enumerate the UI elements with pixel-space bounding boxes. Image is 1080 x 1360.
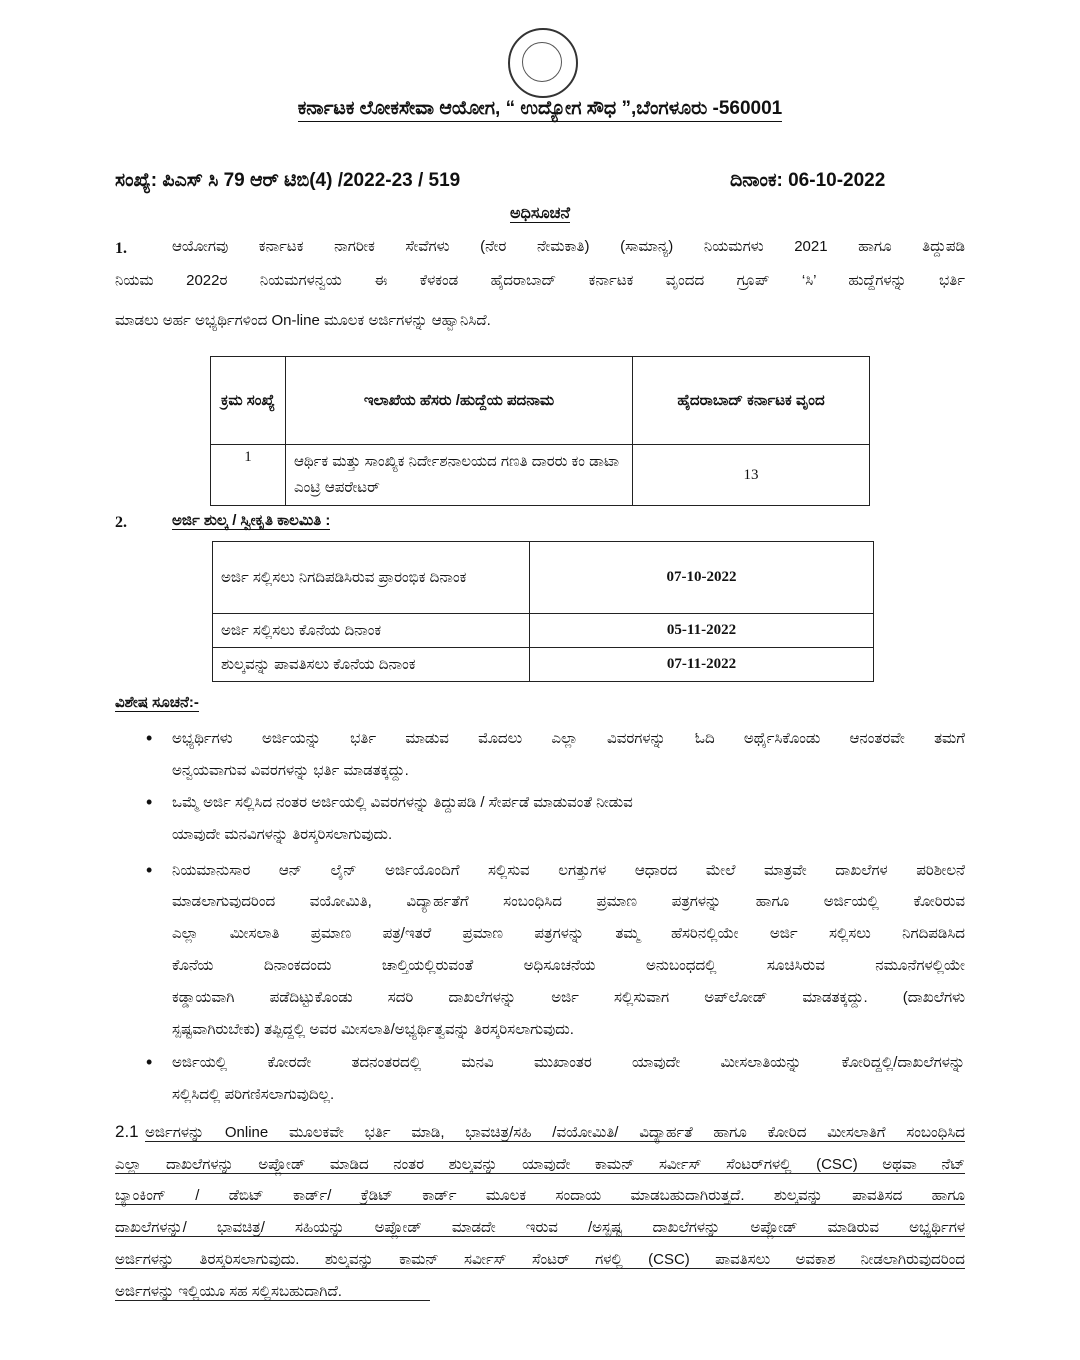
note-line: ಎಲ್ಲಾ ಮೀಸಲಾತಿ ಪ್ರಮಾಣ ಪತ್ರ/ಇತರೆ ಪ್ರಮಾಣ ಪತ್ರಗಳನ್ನು ತಮ್ಮ ಹೆಸರಿನಲ್ಲಿಯೇ ಅರ್ಜಿ ಸಲ್ಲಿಸಲು ನಿಗದಿಪಡಿಸಿದ bbox=[172, 925, 965, 942]
date-value: 05-11-2022 bbox=[530, 614, 874, 648]
table-row bbox=[211, 445, 870, 506]
org-header bbox=[0, 98, 1080, 120]
bullet-icon: • bbox=[146, 1052, 153, 1072]
note-line: ಯಾವುದೇ ಮನವಿಗಳನ್ನು ತಿರಸ್ಕರಿಸಲಾಗುವುದು. bbox=[172, 826, 393, 843]
table-row bbox=[213, 614, 874, 648]
note-line: ಒಮ್ಮೆ ಅರ್ಜಿ ಸಲ್ಲಿಸಿದ ನಂತರ ಅರ್ಜಿಯಲ್ಲಿ ವಿವರಗಳನ್ನು ತಿದ್ದುಪಡಿ / ಸೇರ್ಪಡೆ ಮಾಡುವಂತೆ ನೀಡುವ bbox=[172, 794, 633, 811]
document-title bbox=[0, 205, 1080, 223]
note-line: ಅನ್ವಯವಾಗುವ ವಿವರಗಳನ್ನು ಭರ್ತಿ ಮಾಡತಕ್ಕದ್ದು. bbox=[172, 762, 409, 779]
para1-line: ಆಯೋಗವು ಕರ್ನಾಟಕ ನಾಗರೀಕ ಸೇವೆಗಳು (ನೇರ ನೇಮಕಾತಿ) (ಸಾಮಾನ್ಯ) ನಿಯಮಗಳು 2021 ಹಾಗೂ ತಿದ್ದುಪಡಿ bbox=[172, 238, 965, 255]
note-line: ನಿಯಮಾನುಸಾರ ಆನ್ ಲೈನ್ ಅರ್ಜಿಯೊಂದಿಗೆ ಸಲ್ಲಿಸುವ ಲಗತ್ತುಗಳ ಆಧಾರದ ಮೇಲೆ ಮಾತ್ರವೇ ದಾಖಲೆಗಳ ಪರಿಶೀಲನೆ bbox=[172, 862, 965, 879]
note-line: ಕೊನೆಯ ದಿನಾಂಕದಂದು ಚಾಲ್ತಿಯಲ್ಲಿರುವಂತೆ ಅಧಿಸೂಚನೆಯ ಅನುಬಂಧದಲ್ಲಿ ಸೂಚಿಸಿರುವ ನಮೂನೆಗಳಲ್ಲಿಯೇ bbox=[172, 957, 965, 974]
date-value: 07-10-2022 bbox=[530, 542, 874, 614]
cell-count: 13 bbox=[633, 445, 870, 506]
para21-line: ದಾಖಲೆಗಳನ್ನು/ ಭಾವಚಿತ್ರ/ ಸಹಿಯನ್ನು ಅಪ್ಲೋಡ್ ಮಾಡದೇ ಇರುವ /ಅಸ್ಪಷ್ಟ ದಾಖಲೆಗಳನ್ನು ಅಪ್ಲೋಡ್ ಮಾಡಿರುವ ಅಭ್ಯರ್ಥಿಗಳ bbox=[115, 1219, 965, 1236]
date-label: ಅರ್ಜಿ ಸಲ್ಲಿಸಲು ನಿಗದಿಪಡಿಸಿರುವ ಪ್ರಾರಂಭಿಕ ದಿನಾಂಕ bbox=[213, 542, 530, 614]
note-line: ಅರ್ಜಿಯಲ್ಲಿ ಕೋರದೇ ತದನಂತರದಲ್ಲಿ ಮನವಿ ಮುಖಾಂತರ ಯಾವುದೇ ಮೀಸಲಾತಿಯನ್ನು ಕೋರಿದ್ದಲ್ಲಿ/ದಾಖಲೆಗಳನ್ನು bbox=[172, 1054, 965, 1071]
para21-number: 2.1 bbox=[115, 1122, 139, 1141]
table-row bbox=[213, 648, 874, 682]
special-notes-heading: ವಿಶೇಷ ಸೂಚನೆ:- bbox=[115, 694, 199, 711]
para21-line: ಅರ್ಜಿಗಳನ್ನು ತಿರಸ್ಕರಿಸಲಾಗುವುದು. ಶುಲ್ಕವನ್ನು ಕಾಮನ್ ಸರ್ವೀಸ್ ಸೆಂಟರ್ ಗಳಲ್ಲಿ (CSC) ಪಾವತಿಸಲು ಅವಕಾಶ ನೀಡಲಾಗಿರುವುದರಿಂದ bbox=[115, 1251, 965, 1268]
note-line: ಸಲ್ಲಿಸಿದಲ್ಲಿ ಪರಿಗಣಿಸಲಾಗುವುದಿಲ್ಲ. bbox=[172, 1086, 335, 1103]
para2-number: 2. bbox=[115, 514, 127, 531]
notification-date: ದಿನಾಂಕ: 06-10-2022 bbox=[730, 170, 886, 191]
cell-post: ಆರ್ಥಿಕ ಮತ್ತು ಸಾಂಖ್ಯಿಕ ನಿರ್ದೇಶನಾಲಯದ ಗಣತಿ ದಾರರು ಕಂ ಡಾಟಾ ಎಂಟ್ರಿ ಆಪರೇಟರ್ bbox=[286, 445, 633, 506]
dates-table bbox=[212, 541, 874, 682]
date-label: ಶುಲ್ಕವನ್ನು ಪಾವತಿಸಲು ಕೊನೆಯ ದಿನಾಂಕ bbox=[213, 648, 530, 682]
bullet-icon: • bbox=[146, 728, 153, 748]
para21-line: ಬ್ಯಾಂಕಿಂಗ್ / ಡೆಬಿಟ್ ಕಾರ್ಡ್/ ಕ್ರೆಡಿಟ್ ಕಾರ್ಡ್ ಮೂಲಕ ಸಂದಾಯ ಮಾಡಬಹುದಾಗಿರುತ್ತದೆ. ಶುಲ್ಕವನ್ನು ಪಾವತಿಸದ ಹಾಗೂ bbox=[115, 1187, 965, 1204]
para1-line: ನಿಯಮ 2022ರ ನಿಯಮಗಳನ್ವಯ ಈ ಕೆಳಕಂಡ ಹೈದರಾಬಾದ್ ಕರ್ನಾಟಕ ವೃಂದದ ಗ್ರೂಪ್ ‘ಸಿ’ ಹುದ್ದೆಗಳನ್ನು ಭರ್ತಿ bbox=[115, 272, 965, 289]
para21-line: ಅರ್ಜಿಗಳನ್ನು Online ಮೂಲಕವೇ ಭರ್ತಿ ಮಾಡಿ, ಭಾವಚಿತ್ರ/ಸಹಿ /ವಯೋಮಿತಿ/ ವಿದ್ಯಾರ್ಹತೆ ಹಾಗೂ ಕೋರಿದ ಮೀಸಲಾತಿಗೆ ಸಂಬಂಧಿಸಿದ bbox=[145, 1124, 965, 1141]
note-line: ಅಭ್ಯರ್ಥಿಗಳು ಅರ್ಜಿಯನ್ನು ಭರ್ತಿ ಮಾಡುವ ಮೊದಲು ಎಲ್ಲಾ ವಿವರಗಳನ್ನು ಓದಿ ಅರ್ಥೈಸಿಕೊಂಡು ಆನಂತರವೇ ತಮಗೆ bbox=[172, 730, 965, 747]
table-header-row bbox=[211, 357, 870, 445]
kpsc-seal-logo bbox=[508, 28, 578, 98]
note-line: ಕಡ್ಡಾಯವಾಗಿ ಪಡೆದಿಟ್ಟುಕೊಂಡು ಸದರಿ ದಾಖಲೆಗಳನ್ನು ಅರ್ಜಿ ಸಲ್ಲಿಸುವಾಗ ಅಪ್‌ಲೋಡ್ ಮಾಡತಕ್ಕದ್ದು. (ದಾಖಲೆಗಳು bbox=[172, 989, 965, 1006]
para21-line: ಅರ್ಜಿಗಳನ್ನು ಇಲ್ಲಿಯೂ ಸಹ ಸಲ್ಲಿಸಬಹುದಾಗಿದೆ. bbox=[115, 1283, 430, 1301]
note-line: ಸ್ಪಷ್ಟವಾಗಿರುಬೇಕು) ತಪ್ಪಿದ್ದಲ್ಲಿ ಅವರ ಮೀಸಲಾತಿ/ಅಭ್ಯರ್ಥಿತ್ವವನ್ನು ತಿರಸ್ಕರಿಸಲಾಗುವುದು. bbox=[172, 1021, 574, 1038]
table-row bbox=[213, 542, 874, 614]
posts-table bbox=[210, 356, 870, 506]
note-line: ಮಾಡಲಾಗುವುದರಿಂದ ವಯೋಮಿತಿ, ವಿದ್ಯಾರ್ಹತೆಗೆ ಸಂಬಂಧಿಸಿದ ಪ್ರಮಾಣ ಪತ್ರಗಳನ್ನು ಹಾಗೂ ಅರ್ಜಿಯಲ್ಲಿ ಕೋರಿರುವ bbox=[172, 893, 965, 910]
header-sl: ಕ್ರಮ ಸಂಖ್ಯೆ bbox=[211, 357, 286, 445]
date-label: ಅರ್ಜಿ ಸಲ್ಲಿಸಲು ಕೊನೆಯ ದಿನಾಂಕ bbox=[213, 614, 530, 648]
bullet-icon: • bbox=[146, 860, 153, 880]
reference-number: ಸಂಖ್ಯೆ: ಪಿಎಸ್ ಸಿ 79 ಆರ್ ಟಿಬಿ(4) /2022-23 / 519 bbox=[115, 170, 461, 191]
para2-heading bbox=[172, 512, 330, 529]
para21-line: ಎಲ್ಲಾ ದಾಖಲೆಗಳನ್ನು ಅಪ್ಲೋಡ್ ಮಾಡಿದ ನಂತರ ಶುಲ್ಕವನ್ನು ಯಾವುದೇ ಕಾಮನ್ ಸರ್ವೀಸ್ ಸೆಂಟರ್‌ಗಳಲ್ಲಿ (CSC) ಅಥವಾ ನೆಟ್ bbox=[115, 1156, 965, 1173]
para1-line: ಮಾಡಲು ಅರ್ಹ ಅಭ್ಯರ್ಥಿಗಳಿಂದ On-line ಮೂಲಕ ಅರ್ಜಿಗಳನ್ನು ಆಹ್ವಾನಿಸಿದೆ. bbox=[115, 312, 491, 329]
date-value: 07-11-2022 bbox=[530, 648, 874, 682]
cell-sl: 1 bbox=[211, 445, 286, 506]
header-post: ಇಲಾಖೆಯ ಹೆಸರು /ಹುದ್ದೆಯ ಪದನಾಮ bbox=[286, 357, 633, 445]
bullet-icon: • bbox=[146, 792, 153, 812]
title-text: ಅಧಿಸೂಚನೆ bbox=[509, 205, 571, 222]
para2-heading-text: ಅರ್ಜಿ ಶುಲ್ಕ / ಸ್ವೀಕೃತಿ ಕಾಲಮಿತಿ : bbox=[172, 512, 331, 529]
para1-number: 1. bbox=[115, 240, 127, 257]
header-cadre: ಹೈದರಾಬಾದ್ ಕರ್ನಾಟಕ ವೃಂದ bbox=[633, 357, 870, 445]
org-name: ಕರ್ನಾಟಕ ಲೋಕಸೇವಾ ಆಯೋಗ, “ ಉದ್ಯೋಗ ಸೌಧ ”,ಬೆಂಗಳೂರು -560001 bbox=[298, 98, 783, 122]
